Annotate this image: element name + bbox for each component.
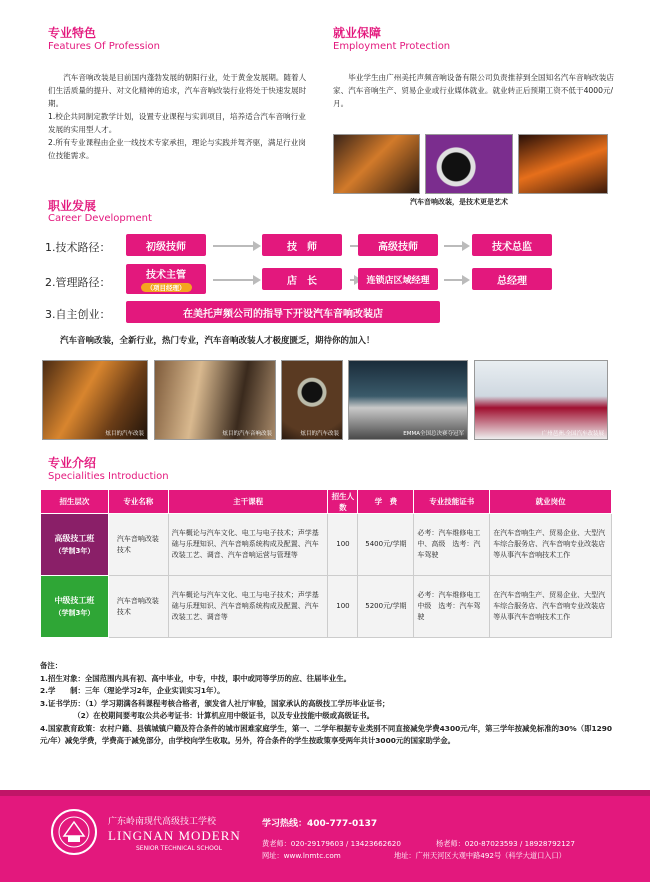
employment-title: 就业保障 <box>333 26 382 40</box>
row-cert: 必考：汽车维修电工中级 选考：汽车驾驶 <box>414 576 490 638</box>
school-name-en: LINGNAN MODERN <box>108 828 241 843</box>
notes-title: 备注： <box>40 661 63 670</box>
features-title: 专业特色 <box>48 26 97 40</box>
contact-huang: 黄老师：020-29179603 / 13423662620 <box>262 839 401 848</box>
note-item: 1.招生对象：全国范围内具有初、高中毕业，中专，中技，职中或同等学历的应、往届毕业生。 <box>40 673 351 683</box>
col-name: 专业名称 <box>108 490 168 514</box>
hotline: 学习热线：400-777-0137 <box>262 819 378 829</box>
school-seal-icon <box>50 808 98 856</box>
col-jobs: 就业岗位 <box>490 490 612 514</box>
tech-step-director: 技术总监 <box>472 234 552 256</box>
col-level: 招生层次 <box>41 490 109 514</box>
mgmt-step-general-manager: 总经理 <box>472 268 552 290</box>
car-audio-photo-3 <box>518 134 608 194</box>
features-intro: 汽车音响改装是目前国内蓬勃发展的朝阳行业，处于黄金发展期。随着人们生活质量的提升、对文化精神的追求，汽车音响改装行业将处于快速发展时期。 <box>48 73 307 108</box>
arrow-icon <box>350 279 354 281</box>
specialties-table <box>40 489 612 638</box>
footer <box>0 790 650 882</box>
career-title: 职业发展 <box>48 199 97 213</box>
row-count: 100 <box>328 576 358 638</box>
tech-step-junior: 初级技师 <box>126 234 206 256</box>
specialties-subtitle: Specialities Introduction <box>48 471 169 482</box>
col-fee: 学 费 <box>358 490 414 514</box>
row-cert: 必考：汽车维修电工中、高级 选考：汽车驾驶 <box>414 514 490 576</box>
car-audio-photo-2 <box>425 134 513 194</box>
features-subtitle: Features Of Profession <box>48 41 160 52</box>
row-count: 100 <box>328 514 358 576</box>
arrow-icon <box>444 245 462 247</box>
mgmt-step-store-manager: 店 长 <box>262 268 342 290</box>
arrow-icon <box>213 245 253 247</box>
features-point-1: 1.校企共同制定教学计划，设置专业课程与实训项目，培养适合汽车音响行业发展的实用型人才。 <box>48 112 306 134</box>
note-item: 4.国家教育政策：农村户籍、县镇城镇户籍及符合条件的城市困难家庭学生，第一、二学年根据专业类别不同直接减免学费4300元/年，第三学年按减免标准的30%（即1290元/年）减免学费，学费高于减免部分，由学校向学生收取。另外，符合条件的学生按政策享受两年共计3000元的国家助学金。 <box>40 723 613 745</box>
school-name-en2: SENIOR TECHNICAL SCHOOL <box>136 845 222 852</box>
row-courses: 汽车概论与汽车文化、电工与电子技术；声学基础与乐理知识、汽车音响系统构成及配置、汽车改装工艺、调音、汽车音响运营与管理等 <box>168 514 328 576</box>
row-major: 汽车音响改装技术 <box>108 514 168 576</box>
col-count: 招生人数 <box>328 490 358 514</box>
arrow-icon <box>444 279 462 281</box>
startup-path-label: 3.自主创业： <box>45 308 111 321</box>
career-subtitle: Career Development <box>48 213 152 224</box>
row-fee: 5400元/学期 <box>358 514 414 576</box>
table-row <box>41 576 612 638</box>
contact-yang: 杨老师：020-87023593 / 18928792127 <box>436 839 575 848</box>
row-fee: 5200元/学期 <box>358 576 414 638</box>
table-header-row <box>41 490 612 514</box>
gallery-photo-1: 炫目的汽车改装 <box>42 360 148 440</box>
startup-step: 在美托声频公司的指导下开设汽车音响改装店 <box>126 301 440 323</box>
features-point-2: 2.所有专业课程由企业一线技术专家承担，理论与实践并驾齐驱，满足行业岗位技能需求。 <box>48 138 306 160</box>
row-major: 汽车音响改装技术 <box>108 576 168 638</box>
employment-text: 毕业学生由广州美托声频音响设备有限公司负责推荐到全国知名汽车音响改装店家、汽车音响生产、贸易企业或行业媒体就业。就业转正后预期工资不低于4000元/月。 <box>333 73 614 108</box>
career-slogan: 汽车音响改装，全新行业，热门专业，汽车音响改装人才极度匮乏，期待你的加入！ <box>60 336 375 346</box>
tech-step-senior-box: 高级技师 <box>358 234 438 256</box>
employment-photo-caption: 汽车音响改装，是技术更是艺术 <box>410 198 508 206</box>
website-link[interactable]: 网址：www.lnmtc.com <box>262 851 341 860</box>
note-item: （2）在校期间要考取公共必考证书：计算机应用中级证书，以及专业技能中级或高级证书。 <box>40 711 375 720</box>
row-courses: 汽车概论与汽车文化、电工与电子技术；声学基础与乐理知识、汽车音响系统构成及配置、汽车改装工艺、调音等 <box>168 576 328 638</box>
tech-step-technician: 技 师 <box>262 234 342 256</box>
employment-subtitle: Employment Protection <box>333 41 451 52</box>
gallery-photo-5: 广州琶洲.全国汽车改装展 <box>474 360 608 440</box>
school-name-cn: 广东岭南现代高级技工学校 <box>108 817 217 827</box>
notes <box>40 660 615 748</box>
gallery-photo-2: 炫目的汽车音响改装 <box>154 360 276 440</box>
row-jobs: 在汽车音响生产、贸易企业、大型汽车综合服务店、汽车音响专业改装店等从事汽车音响技术工作 <box>490 514 612 576</box>
row-jobs: 在汽车音响生产、贸易企业、大型汽车综合服务店、汽车音响专业改装店等从事汽车音响技术工作 <box>490 576 612 638</box>
mgmt-step-regional-manager: 连锁店区域经理 <box>358 268 438 290</box>
row-level: 高级技工班 （学制3年） <box>41 514 109 576</box>
mgmt-step-supervisor: 技术主管 （项目经理） <box>126 264 206 294</box>
address: 地址：广州天河区大观中路492号（科学大道口入口） <box>394 851 566 860</box>
arrow-icon <box>213 279 253 281</box>
gallery-photo-4: EMMA全国总决赛夺冠军 <box>348 360 468 440</box>
gallery-photo-3: 炫目的汽车改装 <box>281 360 343 440</box>
tech-path-label: 1.技术路径： <box>45 241 111 254</box>
car-audio-photo-1 <box>333 134 420 194</box>
features-text <box>48 71 308 162</box>
col-cert: 专业技能证书 <box>414 490 490 514</box>
note-item: 3.证书学历：（1）学习期满各科课程考核合格者，颁发省人社厅审验，国家承认的高级技工学历毕业证书； <box>40 698 390 708</box>
row-level: 中级技工班 （学制3年） <box>41 576 109 638</box>
note-item: 2.学 制：三年（理论学习2年，企业实训实习1年）。 <box>40 686 225 695</box>
col-courses: 主干课程 <box>168 490 328 514</box>
project-manager-note: （项目经理） <box>141 283 192 292</box>
specialties-title: 专业介绍 <box>48 456 97 470</box>
table-row <box>41 514 612 576</box>
mgmt-path-label: 2.管理路径： <box>45 276 111 289</box>
